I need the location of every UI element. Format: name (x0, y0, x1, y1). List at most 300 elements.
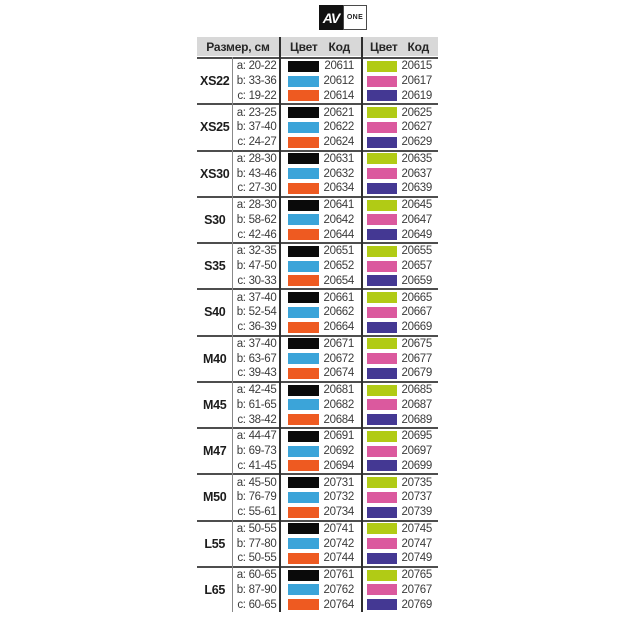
pink-color-swatch (367, 214, 397, 225)
code-cell: 20647 (401, 213, 432, 226)
color-code-cell-right (361, 60, 436, 72)
color-code-cell-right (361, 292, 436, 304)
color-code-cell-left (280, 523, 362, 535)
header-color-code-2 (363, 37, 438, 56)
table-header (197, 37, 438, 56)
table-row (233, 337, 439, 352)
code-cell: 20749 (401, 552, 432, 565)
color-code-cell-right (361, 538, 436, 550)
black-color-swatch (288, 153, 319, 164)
pink-color-swatch (367, 307, 397, 318)
code-cell: 20655 (401, 245, 432, 258)
group-rows (233, 429, 439, 473)
orange-color-swatch (288, 229, 319, 240)
color-code-cell-right (361, 552, 436, 564)
grid-line-column-2 (361, 37, 363, 612)
color-code-cell-right (361, 584, 436, 596)
color-code-cell-left (280, 367, 362, 379)
color-code-cell-left (280, 107, 362, 119)
size-group (197, 473, 438, 519)
code-cell: 20761 (323, 569, 354, 582)
group-rows (233, 244, 439, 288)
code-cell: 20625 (401, 106, 432, 119)
color-code-cell-right (361, 445, 436, 457)
light-blue-color-swatch (288, 307, 319, 318)
lime-green-color-swatch (367, 292, 397, 303)
code-cell: 20635 (401, 152, 432, 165)
measurement-cell: b: 61-65 (236, 398, 277, 411)
lime-green-color-swatch (367, 200, 397, 211)
orange-color-swatch (288, 183, 319, 194)
color-code-cell-left (280, 445, 362, 457)
code-cell: 20651 (323, 245, 354, 258)
black-color-swatch (288, 385, 319, 396)
color-code-cell-left (280, 182, 362, 194)
lime-green-color-swatch (367, 338, 397, 349)
group-rows (233, 152, 439, 196)
size-group (197, 381, 438, 427)
light-blue-color-swatch (288, 168, 319, 179)
light-blue-color-swatch (288, 584, 319, 595)
code-cell: 20641 (323, 199, 354, 212)
code-cell: 20652 (323, 260, 354, 273)
measurement-cell: c: 36-39 (237, 321, 277, 334)
color-code-cell-left (280, 292, 362, 304)
code-cell: 20744 (323, 552, 354, 565)
code-cell: 20682 (323, 398, 354, 411)
color-code-cell-left (280, 306, 362, 318)
color-code-cell-right (361, 260, 436, 272)
measurement-cell: a: 28-30 (236, 199, 277, 212)
code-cell: 20654 (323, 274, 354, 287)
color-code-cell-right (361, 182, 436, 194)
table-row (233, 166, 439, 181)
color-code-cell-left (280, 414, 362, 426)
color-code-cell-right (361, 338, 436, 350)
violet-color-swatch (367, 507, 397, 518)
orange-color-swatch (288, 90, 319, 101)
header-code-2: Код (407, 39, 429, 54)
lime-green-color-swatch (367, 570, 397, 581)
color-code-cell-left (280, 599, 362, 611)
header-color-2: Цвет (370, 39, 398, 54)
header-color-1: Цвет (290, 39, 318, 54)
code-cell: 20739 (401, 506, 432, 519)
logo-one-box: ONE (343, 5, 367, 30)
color-code-cell-right (361, 245, 436, 257)
color-code-cell-left (280, 491, 362, 503)
code-cell: 20615 (401, 60, 432, 73)
size-group (197, 566, 438, 612)
size-label: M50 (203, 490, 227, 505)
orange-color-swatch (288, 599, 319, 610)
color-code-cell-right (361, 121, 436, 133)
pink-color-swatch (367, 399, 397, 410)
table-row (233, 583, 439, 598)
violet-color-swatch (367, 275, 397, 286)
color-code-cell-left (280, 275, 362, 287)
violet-color-swatch (367, 90, 397, 101)
code-cell: 20622 (323, 121, 354, 134)
pink-color-swatch (367, 538, 397, 549)
measurement-cell: a: 23-25 (236, 106, 277, 119)
code-cell: 20672 (323, 352, 354, 365)
code-cell: 20765 (401, 569, 432, 582)
color-code-cell-left (280, 75, 362, 87)
color-code-cell-right (361, 136, 436, 148)
code-cell: 20695 (401, 430, 432, 443)
code-cell: 20631 (323, 152, 354, 165)
code-cell: 20644 (323, 228, 354, 241)
lime-green-color-swatch (367, 153, 397, 164)
black-color-swatch (288, 477, 319, 488)
color-code-cell-right (361, 168, 436, 180)
color-code-cell-right (361, 460, 436, 472)
code-cell: 20674 (323, 367, 354, 380)
size-label: XS30 (200, 166, 230, 181)
color-code-cell-right (361, 399, 436, 411)
color-code-cell-left (280, 136, 362, 148)
color-code-cell-right (361, 367, 436, 379)
violet-color-swatch (367, 599, 397, 610)
size-group (197, 103, 438, 149)
violet-color-swatch (367, 414, 397, 425)
color-code-cell-left (280, 538, 362, 550)
header-code-1: Код (328, 39, 350, 54)
size-group (197, 427, 438, 473)
light-blue-color-swatch (288, 261, 319, 272)
code-cell: 20691 (323, 430, 354, 443)
size-label: S30 (204, 212, 226, 227)
table-row (233, 181, 439, 196)
table-row (233, 351, 439, 366)
table-row (233, 383, 439, 398)
table-row (233, 444, 439, 459)
table-row (233, 320, 439, 335)
table-row (233, 551, 439, 566)
measurement-cell: c: 41-45 (237, 459, 277, 472)
measurement-cell: a: 37-40 (236, 337, 277, 350)
table-row (233, 59, 439, 74)
black-color-swatch (288, 61, 319, 72)
color-code-cell-left (280, 90, 362, 102)
table-row (233, 74, 439, 89)
code-cell: 20612 (323, 75, 354, 88)
logo-av-mark: AV (319, 5, 343, 30)
table-body (197, 57, 438, 612)
code-cell: 20684 (323, 413, 354, 426)
measurement-cell: a: 42-45 (236, 384, 277, 397)
group-rows (233, 198, 439, 242)
measurement-cell: a: 20-22 (236, 60, 277, 73)
table-row (233, 135, 439, 150)
color-code-cell-right (361, 306, 436, 318)
code-cell: 20699 (401, 459, 432, 472)
pink-color-swatch (367, 168, 397, 179)
color-code-cell-left (280, 353, 362, 365)
table-row (233, 152, 439, 167)
size-group (197, 242, 438, 288)
light-blue-color-swatch (288, 446, 319, 457)
size-label: L65 (204, 582, 226, 597)
size-group (197, 520, 438, 566)
table-row (233, 505, 439, 520)
measurement-cell: a: 45-50 (236, 476, 277, 489)
code-cell: 20649 (401, 228, 432, 241)
table-row (233, 366, 439, 381)
black-color-swatch (288, 292, 319, 303)
measurement-cell: a: 32-35 (236, 245, 277, 258)
orange-color-swatch (288, 507, 319, 518)
pink-color-swatch (367, 492, 397, 503)
code-cell: 20681 (323, 384, 354, 397)
table-row (233, 475, 439, 490)
color-code-cell-left (280, 338, 362, 350)
color-code-cell-right (361, 90, 436, 102)
code-cell: 20675 (401, 337, 432, 350)
lime-green-color-swatch (367, 385, 397, 396)
code-cell: 20697 (401, 445, 432, 458)
light-blue-color-swatch (288, 399, 319, 410)
group-rows (233, 59, 439, 103)
light-blue-color-swatch (288, 538, 319, 549)
color-code-cell-left (280, 569, 362, 581)
measurement-cell: c: 24-27 (237, 136, 277, 149)
code-cell: 20731 (323, 476, 354, 489)
measurement-cell: b: 58-62 (236, 213, 277, 226)
size-label: M47 (203, 444, 227, 459)
light-blue-color-swatch (288, 122, 319, 133)
group-rows (233, 522, 439, 566)
measurement-cell: b: 47-50 (236, 260, 277, 273)
table-row (233, 227, 439, 242)
code-cell: 20741 (323, 522, 354, 535)
table-row (233, 305, 439, 320)
pink-color-swatch (367, 122, 397, 133)
size-group (197, 196, 438, 242)
color-code-cell-right (361, 153, 436, 165)
size-group (197, 150, 438, 196)
group-rows (233, 383, 439, 427)
code-cell: 20662 (323, 306, 354, 319)
orange-color-swatch (288, 460, 319, 471)
measurement-cell: b: 69-73 (236, 445, 277, 458)
measurement-cell: c: 50-55 (237, 552, 277, 565)
measurement-cell: c: 42-46 (237, 228, 277, 241)
code-cell: 20664 (323, 321, 354, 334)
color-code-cell-left (280, 260, 362, 272)
color-code-cell-right (361, 321, 436, 333)
code-cell: 20667 (401, 306, 432, 319)
measurement-cell: c: 60-65 (237, 598, 277, 611)
lime-green-color-swatch (367, 246, 397, 257)
code-cell: 20764 (323, 598, 354, 611)
brand-logo (319, 5, 367, 30)
light-blue-color-swatch (288, 353, 319, 364)
black-color-swatch (288, 431, 319, 442)
code-cell: 20732 (323, 491, 354, 504)
code-cell: 20665 (401, 291, 432, 304)
lime-green-color-swatch (367, 523, 397, 534)
color-code-cell-left (280, 584, 362, 596)
table-row (233, 213, 439, 228)
size-label: XS25 (200, 120, 230, 135)
code-cell: 20669 (401, 321, 432, 334)
violet-color-swatch (367, 322, 397, 333)
color-code-cell-right (361, 107, 436, 119)
table-row (233, 120, 439, 135)
code-cell: 20657 (401, 260, 432, 273)
code-cell: 20659 (401, 274, 432, 287)
pink-color-swatch (367, 584, 397, 595)
table-row (233, 412, 439, 427)
color-code-cell-right (361, 491, 436, 503)
orange-color-swatch (288, 414, 319, 425)
group-rows (233, 475, 439, 519)
black-color-swatch (288, 107, 319, 118)
group-rows (233, 290, 439, 334)
measurement-cell: c: 30-33 (237, 274, 277, 287)
pink-color-swatch (367, 261, 397, 272)
code-cell: 20737 (401, 491, 432, 504)
measurement-cell: b: 37-40 (236, 121, 277, 134)
violet-color-swatch (367, 368, 397, 379)
code-cell: 20661 (323, 291, 354, 304)
orange-color-swatch (288, 553, 319, 564)
code-cell: 20632 (323, 167, 354, 180)
header-color-code-1 (281, 37, 361, 56)
header-size-cm: Размер, см (197, 37, 279, 56)
code-cell: 20627 (401, 121, 432, 134)
color-code-cell-right (361, 477, 436, 489)
lime-green-color-swatch (367, 107, 397, 118)
measurement-cell: a: 60-65 (236, 569, 277, 582)
table-row (233, 522, 439, 537)
code-cell: 20637 (401, 167, 432, 180)
lime-green-color-swatch (367, 61, 397, 72)
color-code-cell-left (280, 321, 362, 333)
code-cell: 20621 (323, 106, 354, 119)
measurement-cell: b: 76-79 (236, 491, 277, 504)
measurement-cell: a: 44-47 (236, 430, 277, 443)
color-code-cell-left (280, 60, 362, 72)
code-cell: 20745 (401, 522, 432, 535)
color-code-cell-right (361, 506, 436, 518)
code-cell: 20645 (401, 199, 432, 212)
size-label: L55 (204, 536, 226, 551)
measurement-cell: b: 77-80 (236, 537, 277, 550)
size-chart-table (197, 37, 438, 612)
table-row (233, 274, 439, 289)
black-color-swatch (288, 246, 319, 257)
color-code-cell-left (280, 460, 362, 472)
table-row (233, 244, 439, 259)
size-label: S40 (204, 305, 226, 320)
light-blue-color-swatch (288, 76, 319, 87)
light-blue-color-swatch (288, 492, 319, 503)
code-cell: 20634 (323, 182, 354, 195)
code-cell: 20747 (401, 537, 432, 550)
color-code-cell-left (280, 121, 362, 133)
measurement-cell: b: 33-36 (236, 75, 277, 88)
measurement-cell: a: 50-55 (236, 522, 277, 535)
code-cell: 20617 (401, 75, 432, 88)
size-group (197, 288, 438, 334)
measurement-cell: b: 87-90 (236, 583, 277, 596)
table-row (233, 429, 439, 444)
pink-color-swatch (367, 446, 397, 457)
measurement-cell: a: 37-40 (236, 291, 277, 304)
code-cell: 20692 (323, 445, 354, 458)
group-rows (233, 568, 439, 612)
measurement-cell: b: 63-67 (236, 352, 277, 365)
measurement-cell: c: 27-30 (237, 182, 277, 195)
table-row (233, 105, 439, 120)
color-code-cell-left (280, 552, 362, 564)
color-code-cell-left (280, 477, 362, 489)
table-row (233, 568, 439, 583)
color-code-cell-left (280, 214, 362, 226)
code-cell: 20642 (323, 213, 354, 226)
color-code-cell-right (361, 275, 436, 287)
measurement-cell: b: 43-46 (236, 167, 277, 180)
code-cell: 20639 (401, 182, 432, 195)
size-group (197, 335, 438, 381)
code-cell: 20769 (401, 598, 432, 611)
size-label: XS22 (200, 74, 230, 89)
color-code-cell-right (361, 384, 436, 396)
color-code-cell-left (280, 506, 362, 518)
measurement-cell: c: 38-42 (237, 413, 277, 426)
table-row (233, 398, 439, 413)
violet-color-swatch (367, 183, 397, 194)
code-cell: 20734 (323, 506, 354, 519)
color-code-cell-right (361, 430, 436, 442)
size-label: M40 (203, 351, 227, 366)
code-cell: 20614 (323, 89, 354, 102)
color-code-cell-right (361, 523, 436, 535)
black-color-swatch (288, 570, 319, 581)
code-cell: 20685 (401, 384, 432, 397)
black-color-swatch (288, 200, 319, 211)
black-color-swatch (288, 523, 319, 534)
table-row (233, 536, 439, 551)
table-row (233, 89, 439, 104)
orange-color-swatch (288, 275, 319, 286)
code-cell: 20677 (401, 352, 432, 365)
code-cell: 20689 (401, 413, 432, 426)
code-cell: 20671 (323, 337, 354, 350)
color-code-cell-left (280, 399, 362, 411)
code-cell: 20619 (401, 89, 432, 102)
code-cell: 20679 (401, 367, 432, 380)
light-blue-color-swatch (288, 214, 319, 225)
color-code-cell-left (280, 384, 362, 396)
color-code-cell-left (280, 199, 362, 211)
violet-color-swatch (367, 229, 397, 240)
pink-color-swatch (367, 353, 397, 364)
table-row (233, 490, 439, 505)
code-cell: 20762 (323, 583, 354, 596)
grid-line-column-1 (279, 37, 281, 612)
measurement-cell: c: 19-22 (237, 89, 277, 102)
black-color-swatch (288, 338, 319, 349)
measurement-cell: c: 55-61 (237, 506, 277, 519)
color-code-cell-left (280, 229, 362, 241)
violet-color-swatch (367, 137, 397, 148)
size-group (197, 57, 438, 103)
color-code-cell-left (280, 168, 362, 180)
